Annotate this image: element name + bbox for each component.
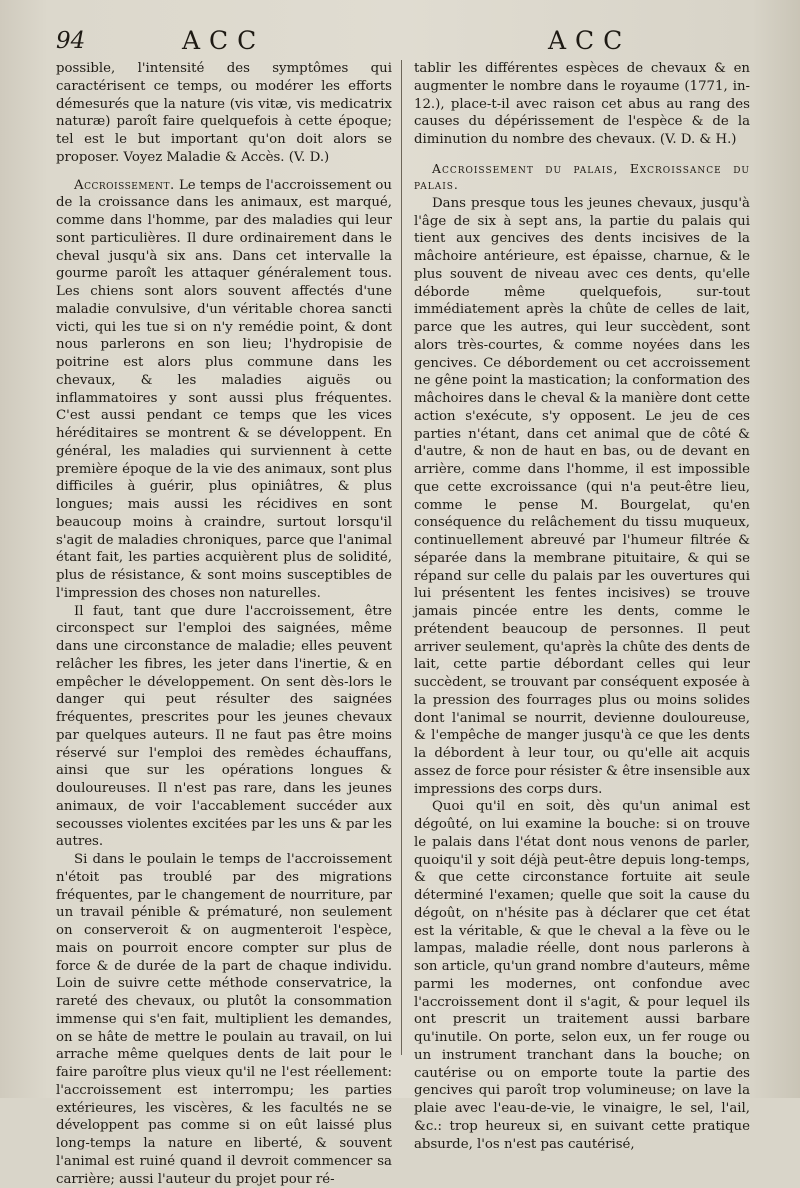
paragraph-continued: tablir les différentes espèces de chevaux & en augmenter le nombre dans le royaume (1771, in-12.), place-t-il avec raison cet abus au rang des causes du dépérissement de l'espèce & de la diminution du nombre des chevaux. (V. D. & H.) xyxy=(414,61,750,147)
paragraph: Dans presque tous les jeunes chevaux, jusqu'à l'âge de six à sept ans, la partie du palais qui tient aux gencives des dents incisives de la mâchoire antérieure, est épaisse, charnue, & le plus souvent de niveau avec ces dents, qu'elle déborde même quelquefois, sur-tout immédiatement après la chûte de celles de lait, parce que les autres, qui leur succèdent, sont alors très-courtes, & comme noyées dans les gencives. Ce débordement ou cet accroissement ne gêne point la mastication; la conformation des mâchoires dans le cheval & la manière dont cette action s'exécute, s'y opposent. Le jeu de ces parties n'étant, dans cet animal que de côté & d'autre, & non de haut en bas, ou de devant en arrière, comme dans l'homme, il est impossible que cette excroissance (qui n'a peut-être lieu, comme le pense M. Bourgelat, qu'en conséquence du relâchement du tissu muqueux, continuellement abreuvé par l'humeur filtrée & séparée dans la membrane pituitaire, & qui se répand sur celle du palais par les ouvertures qui lui présentent les fentes incisives) se trouve jamais pincée entre les dents, comme le prétendent beaucoup de personnes. Il peut arriver seulement, qu'après la chûte des dents de lait, cette partie débordant celles qui leur succèdent, se trouvant par conséquent exposée à la pression des fourrages plus ou moins solides dont l'animal se nourrit, devienne douloureuse, & l'empêche de manger jusqu'à ce que les dents la débordent à leur tour, ou qu'elle ait acquis assez de force pour résister & être insensible aux impressions des corps durs. xyxy=(414,195,750,797)
page-number: 94 xyxy=(56,28,86,54)
entry-text: Le temps de l'accroissement ou de la croissance dans les animaux, est marqué, comme dans l'homme, par des maladies qui leur sont particulières. Il dure ordinairement dans le cheval jusqu'à six ans. Dans cet intervalle la gourme paroît les attaquer généralement tous. Les chiens sont alors souvent affectés d'une maladie convulsive, d'un véritable chorea sancti victi, qui les tue si on n'y remédie point, & dont nous parlerons en son lieu; l'hydropisie de poitrine est alors plus commune dans les chevaux, & les maladies aiguës ou inflammatoires y sont aussi plus fréquentes. C'est aussi pendant ce temps que les vices héréditaires se montrent & se développent. En général, les maladies qui surviennent à cette première époque de la vie des animaux, sont plus difficiles à guérir, plus opiniâtres, & plus longues; mais aussi les récidives en sont beaucoup moins à craindre, surtout lorsqu'il s'agit de maladies chroniques, parce que l'animal étant fait, les parties acquièrent plus de solidité, plus de résistance, & sont moins susceptibles de l'impression des choses non naturelles. xyxy=(56,177,392,601)
column-divider xyxy=(401,60,402,1055)
page-header xyxy=(0,22,800,62)
left-column xyxy=(56,60,392,1188)
right-column xyxy=(414,60,750,1153)
entry-accroissement xyxy=(56,177,392,603)
paragraph: Il faut, tant que dure l'accroissement, être circonspect sur l'emploi des saignées, même dans une circonstance de maladie; elles peuvent relâcher les fibres, les jeter dans l'inertie, & en empêcher le développement. On sent dès-lors le danger qui peut résulter des saignées fréquentes, prescrites pour les jeunes chevaux par quelques auteurs. Il ne faut pas être moins réservé sur l'emploi des remèdes échauffans, ainsi que sur les opérations longues & douloureuses. Il n'est pas rare, dans les jeunes animaux, de voir l'accablement succéder aux secousses violentes excitées par les uns & par les autres. xyxy=(56,603,392,850)
paragraph: Quoi qu'il en soit, dès qu'un animal est dégoûté, on lui examine la bouche: si on trouve le palais dans l'état dont nous venons de parler, quoiqu'il y soit déjà peut-être depuis long-temps, & que cette circonstance fortuite ait seule déterminé l'examen; quelle que soit la cause du dégoût, on n'hésite pas à déclarer que cet état est la véritable, & que le cheval a la fève ou le lampas, maladie réelle, dont nous parlerons à son article, qu'un grand nombre d'auteurs, même parmi les modernes, ont confondue avec l'accroissement dont il s'agit, & pour lequel ils ont prescrit un traitement aussi barbare qu'inutile. On porte, selon eux, un fer rouge ou un instrument tranchant dans la bouche; on cautérise ou on emporte toute la partie des gencives qui paroît trop volumineuse; on lave la plaie avec l'eau-de-vie, le vinaigre, le sel, l'ail, &c.: trop heureux si, en suivant cette pratique absurde, l'os n'est pas cautérisé, xyxy=(414,799,750,1152)
entry-term: Accroissement. xyxy=(74,177,175,193)
paragraph-continued: possible, l'intensité des symptômes qui caractérisent ce temps, ou modérer les efforts démesurés que la nature (vis vitæ, vis medicatrix naturæ) paroît faire quelquefois à cette époque; tel est le but important qu'on doit alors se proposer. Voyez Maladie & Accès. (V. D.) xyxy=(56,61,392,165)
running-head-left: ACC xyxy=(182,26,266,55)
running-head-right: ACC xyxy=(548,26,632,55)
paragraph: Si dans le poulain le temps de l'accroissement n'étoit pas troublé par des migrations fréquentes, par le changement de nourriture, par un travail pénible & prématuré, non seulement on conserveroit & on augmenteroit l'espèce, mais on pourroit encore compter sur plus de force & de durée de la part de chaque individu. Loin de suivre cette méthode conservatrice, la rareté des chevaux, ou plutôt la consommation immense qui s'en fait, multiplient les demandes, on se hâte de mettre le poulain au travail, on lui arrache même quelques dents de lait pour le faire paroître plus vieux qu'il ne l'est réellement: l'accroissement est interrompu; les parties extérieures, les viscères, & les facultés ne se développent pas comme si on eût laissé plus long-temps la nature en liberté, & souvent l'animal est ruiné quand il devroit commencer sa carrière; aussi l'auteur du projet pour ré- xyxy=(56,852,392,1187)
entry-heading: Accroissement du palais, Excroissance du palais. xyxy=(414,160,750,192)
